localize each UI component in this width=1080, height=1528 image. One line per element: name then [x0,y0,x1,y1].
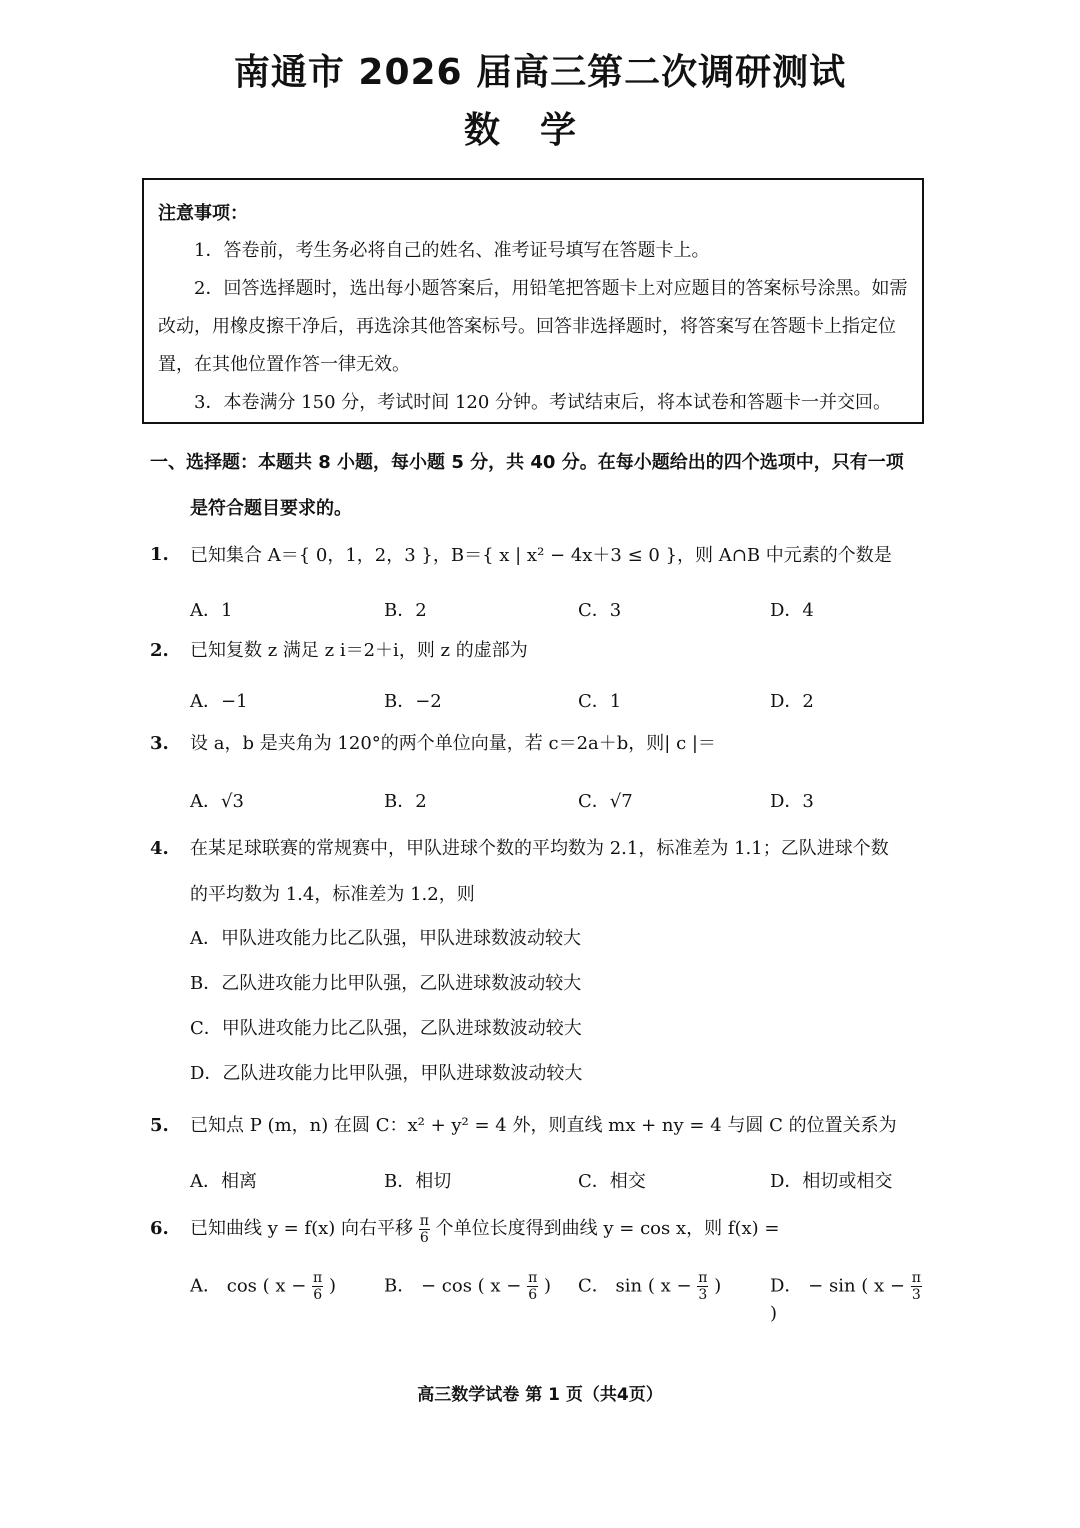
fraction-denominator: 3 [911,1287,921,1303]
option-fraction [697,1270,708,1303]
option-c: C．甲队进攻能力比乙队强，乙队进球数波动较大 [190,1018,582,1039]
option-fraction [312,1270,323,1303]
question-number: 4. [150,838,169,859]
option-expr: − cos ( x − [420,1275,522,1297]
question-stem: 已知集合 A＝{ 0，1，2，3 }，B＝{ x | x² − 4x＋3 ≤ 0 }，则 A∩B 中元素的个数是 [190,545,892,566]
option-a: A．1 [190,600,233,621]
notice-item-2: 2．回答选择题时，选出每小题答案后，用铅笔把答题卡上对应题目的答案标号涂黑。如需改动，用橡皮擦干净后，再选涂其他答案标号。回答非选择题时，将答案写在答题卡上指定位置，在其他位置作答一律无效。 [158,278,908,375]
option-d [770,1270,930,1324]
fraction-numerator: π [419,1212,429,1229]
question-number: 2. [150,640,169,661]
option-expr: sin ( x − [615,1275,692,1297]
option-a: A．√3 [190,791,244,812]
option-d: D．2 [770,691,814,712]
page-footer: 高三数学试卷 第 1 页（共4页） [417,1385,663,1405]
fraction-numerator: π [698,1270,708,1286]
question-stem: 设 a，b 是夹角为 120°的两个单位向量，若 c＝2a＋b，则| c |＝ [190,733,716,754]
question-number: 5. [150,1115,169,1136]
fraction-numerator: π [911,1270,921,1286]
option-c: C．√7 [578,791,633,812]
option-a: A．−1 [190,691,248,712]
fraction-denominator: 6 [528,1287,538,1303]
option-c: C．相交 [578,1171,646,1192]
option-fraction [911,1270,922,1303]
option-c [578,1270,721,1303]
option-d: D．相切或相交 [770,1171,893,1192]
section-line-2: 是符合题目要求的。 [190,498,352,519]
option-fraction [527,1270,538,1303]
subject-title: 数学 [463,110,616,151]
stem-part-1: 已知曲线 y = f(x) 向右平移 [190,1218,413,1239]
question-number: 6. [150,1218,169,1239]
notice-box [142,178,924,424]
option-b: B．乙队进攻能力比甲队强，乙队进球数波动较大 [190,973,582,994]
option-c: C．1 [578,691,622,712]
fraction-denominator: 6 [419,1229,429,1246]
question-number: 1. [150,544,169,565]
option-b: B．2 [384,600,427,621]
option-label: D． [770,1275,803,1297]
option-close: ) [328,1275,337,1297]
fraction-numerator: π [528,1270,538,1286]
notice-item-3: 3．本卷满分 150 分，考试时间 120 分钟。考试结束后，将本试卷和答题卡一并交回。 [194,392,892,413]
notice-heading: 注意事项： [158,203,248,224]
section-line-1: 一、选择题：本题共 8 小题，每小题 5 分，共 40 分。在每小题给出的四个选项中，只有一项 [150,452,904,473]
question-stem: 已知复数 z 满足 z i＝2＋i，则 z 的虚部为 [190,640,528,661]
option-b: B．−2 [384,691,442,712]
question-4-options [190,916,582,1096]
notice-item-1: 1．答卷前，考生务必将自己的姓名、准考证号填写在答题卡上。 [194,240,710,261]
question-stem-line-2: 的平均数为 1.4，标准差为 1.2，则 [190,884,475,905]
question-number: 3. [150,733,169,754]
option-b: B．相切 [384,1171,452,1192]
fraction-numerator: π [313,1270,323,1286]
option-a [190,1270,336,1303]
option-c: C．3 [578,600,622,621]
option-d: D．4 [770,600,814,621]
option-a: A．相离 [190,1171,257,1192]
question-stem [190,1206,930,1252]
option-label: A． [190,1275,221,1297]
option-d: D．3 [770,791,814,812]
stem-part-2: 个单位长度得到曲线 y = cos x，则 f(x) = [435,1218,780,1239]
option-a: A．甲队进攻能力比乙队强，甲队进球数波动较大 [190,928,581,949]
option-close: ) [714,1275,722,1297]
option-expr: cos ( x − [226,1275,307,1297]
question-stem-line-1: 在某足球联赛的常规赛中，甲队进球个数的平均数为 2.1，标准差为 1.1；乙队进球个数 [190,838,889,859]
option-close: ) [544,1275,552,1297]
option-label: B． [384,1275,416,1297]
option-b: B．2 [384,791,427,812]
option-close: ) [770,1303,778,1324]
section-heading [150,440,930,532]
fraction-denominator: 6 [313,1287,323,1303]
option-d: D．乙队进攻能力比甲队强，甲队进球数波动较大 [190,1063,583,1084]
option-expr: − sin ( x − [808,1275,905,1297]
shift-fraction [419,1213,430,1246]
fraction-denominator: 3 [698,1287,708,1303]
option-b [384,1270,551,1303]
question-stem: 已知点 P (m，n) 在圆 C：x² + y² = 4 外，则直线 mx + ny = 4 与圆 C 的位置关系为 [190,1115,897,1136]
option-label: C． [578,1275,610,1297]
exam-title: 南通市 2026 届高三第二次调研测试 [233,52,847,93]
